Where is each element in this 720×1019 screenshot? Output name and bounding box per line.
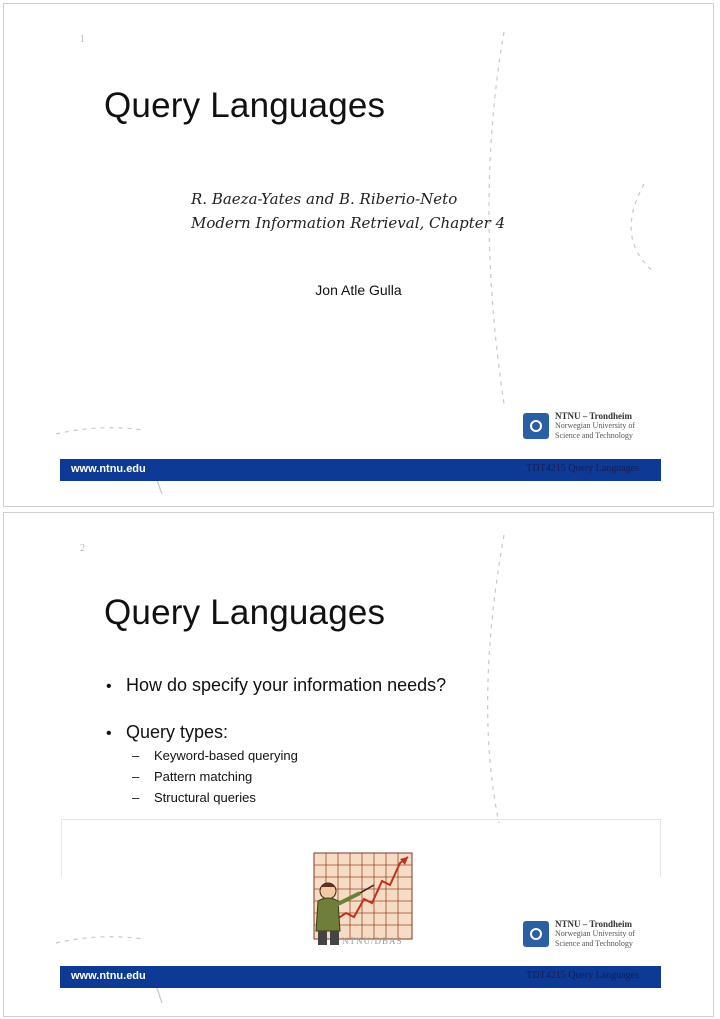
- slide-2: [3, 512, 714, 1017]
- slide-1: [3, 3, 714, 507]
- clipart-watermark: NTNU/DBAS: [342, 936, 403, 946]
- footer-bar: [60, 459, 661, 481]
- reference-citation: [191, 187, 505, 235]
- footer-url: www.ntnu.edu: [71, 463, 146, 475]
- ntnu-logo: [523, 919, 635, 949]
- footer-bar: [60, 966, 661, 988]
- bullet-item: • Query types:: [106, 722, 229, 742]
- ntnu-logo-icon: [523, 413, 549, 439]
- sub-bullet-item: – Structural queries: [132, 790, 256, 805]
- reference-book: Modern Information Retrieval, Chapter 4: [191, 214, 506, 232]
- ntnu-logo-icon: [523, 921, 549, 947]
- slide-title: Query Languages: [104, 593, 386, 632]
- logo-line-2: Norwegian University of: [555, 929, 635, 938]
- sub-bullet-item: – Pattern matching: [132, 769, 253, 784]
- presenter-name: Jon Atle Gulla: [315, 282, 402, 298]
- ntnu-logo: [523, 411, 635, 441]
- logo-line-3: Science and Technology: [555, 939, 633, 948]
- footer-url: www.ntnu.edu: [71, 970, 146, 982]
- slide-number: 1: [80, 34, 85, 45]
- presenter-chart-clipart: [304, 851, 416, 946]
- reference-authors: R. Baeza-Yates and B. Riberio-Neto: [191, 190, 458, 208]
- logo-line-1: NTNU – Trondheim: [555, 919, 633, 929]
- logo-line-3: Science and Technology: [555, 431, 633, 440]
- slide-title: Query Languages: [104, 86, 386, 125]
- logo-line-2: Norwegian University of: [555, 421, 635, 430]
- bullet-item: • How do specify your information needs?: [106, 675, 447, 695]
- footer-course: TDT4215 Query Languages: [526, 463, 639, 474]
- footer-course: TDT4215 Query Languages: [526, 970, 639, 981]
- logo-line-1: NTNU – Trondheim: [555, 411, 633, 421]
- slide-number: 2: [80, 543, 85, 554]
- bullet-list: [106, 675, 446, 806]
- sub-bullet-item: – Keyword-based querying: [132, 748, 298, 763]
